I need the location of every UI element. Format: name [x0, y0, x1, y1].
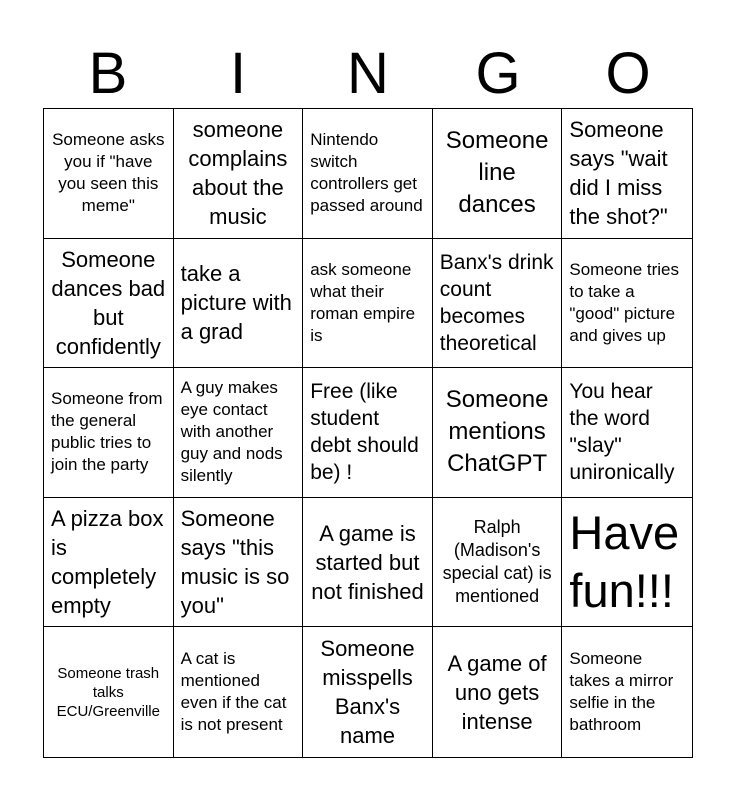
bingo-cell[interactable]: [433, 109, 563, 239]
header-letter-g: G: [475, 41, 521, 106]
bingo-cell[interactable]: [562, 239, 692, 369]
cell-text: Someone takes a mirror selfie in the bathroom: [569, 649, 674, 735]
cell-text: A guy makes eye contact with another guy and nods silently: [180, 378, 283, 486]
bingo-cell[interactable]: [303, 368, 433, 498]
header-letter-b: B: [88, 41, 128, 106]
cell-text: someone complains about the music: [188, 117, 288, 230]
cell-text: ask someone what their roman empire is: [310, 259, 416, 345]
cell-text: A cat is mentioned even if the cat is not present: [180, 649, 287, 735]
bingo-cell[interactable]: [44, 368, 174, 498]
cell-text: Ralph (Madison's special cat) is mentioned: [442, 517, 552, 607]
bingo-cell[interactable]: [562, 368, 692, 498]
cell-text: Someone says "this music is so you": [180, 506, 290, 619]
cell-text: Nintendo switch controllers get passed around: [310, 130, 423, 216]
bingo-cell[interactable]: [174, 498, 304, 628]
cell-text: Someone misspells Banx's name: [320, 636, 415, 749]
cell-text: Someone mentions ChatGPT: [445, 386, 549, 478]
bingo-cell[interactable]: [174, 239, 304, 369]
header-letter-i: I: [229, 41, 247, 106]
cell-text: A game is started but not finished: [311, 520, 424, 604]
bingo-cell[interactable]: [303, 239, 433, 369]
cell-text: Someone from the general public tries to join the party: [51, 389, 163, 475]
bingo-cell[interactable]: [433, 239, 563, 369]
bingo-cell[interactable]: [174, 368, 304, 498]
bingo-cell[interactable]: [174, 627, 304, 757]
bingo-cell[interactable]: [562, 109, 692, 239]
bingo-cell[interactable]: [44, 109, 174, 239]
cell-text: Someone line dances: [445, 127, 549, 219]
bingo-cell[interactable]: [433, 368, 563, 498]
bingo-cell[interactable]: [174, 109, 304, 239]
cell-text: Someone trash talks ECU/Greenville: [56, 664, 160, 720]
bingo-header: [43, 41, 693, 106]
free-space-cell[interactable]: [562, 498, 692, 628]
bingo-cell[interactable]: [44, 239, 174, 369]
bingo-cell[interactable]: [303, 498, 433, 628]
free-space-text: Have fun!!!: [569, 506, 680, 618]
bingo-cell[interactable]: [303, 627, 433, 757]
bingo-cell[interactable]: [433, 627, 563, 757]
cell-text: Someone tries to take a "good" picture and gives up: [569, 259, 680, 345]
header-letter-o: O: [605, 41, 651, 106]
cell-text: A pizza box is completely empty: [51, 506, 164, 619]
cell-text: Someone asks you if "have you seen this meme": [52, 130, 165, 216]
bingo-cell[interactable]: [44, 627, 174, 757]
cell-text: A game of uno gets intense: [447, 650, 547, 734]
cell-text: Someone dances bad but confidently: [51, 246, 166, 359]
bingo-cell[interactable]: [44, 498, 174, 628]
bingo-cell[interactable]: [433, 498, 563, 628]
bingo-cell[interactable]: [303, 109, 433, 239]
cell-text: take a picture with a grad: [180, 261, 292, 345]
bingo-card: [43, 108, 693, 758]
bingo-cell[interactable]: [562, 627, 692, 757]
header-letter-n: N: [347, 41, 389, 106]
cell-text: Banx's drink count becomes theoretical: [439, 250, 554, 355]
cell-text: You hear the word "slay" unironically: [569, 380, 675, 485]
cell-text: Someone says "wait did I miss the shot?": [569, 117, 668, 230]
cell-text: Free (like student debt should be) !: [310, 380, 419, 485]
